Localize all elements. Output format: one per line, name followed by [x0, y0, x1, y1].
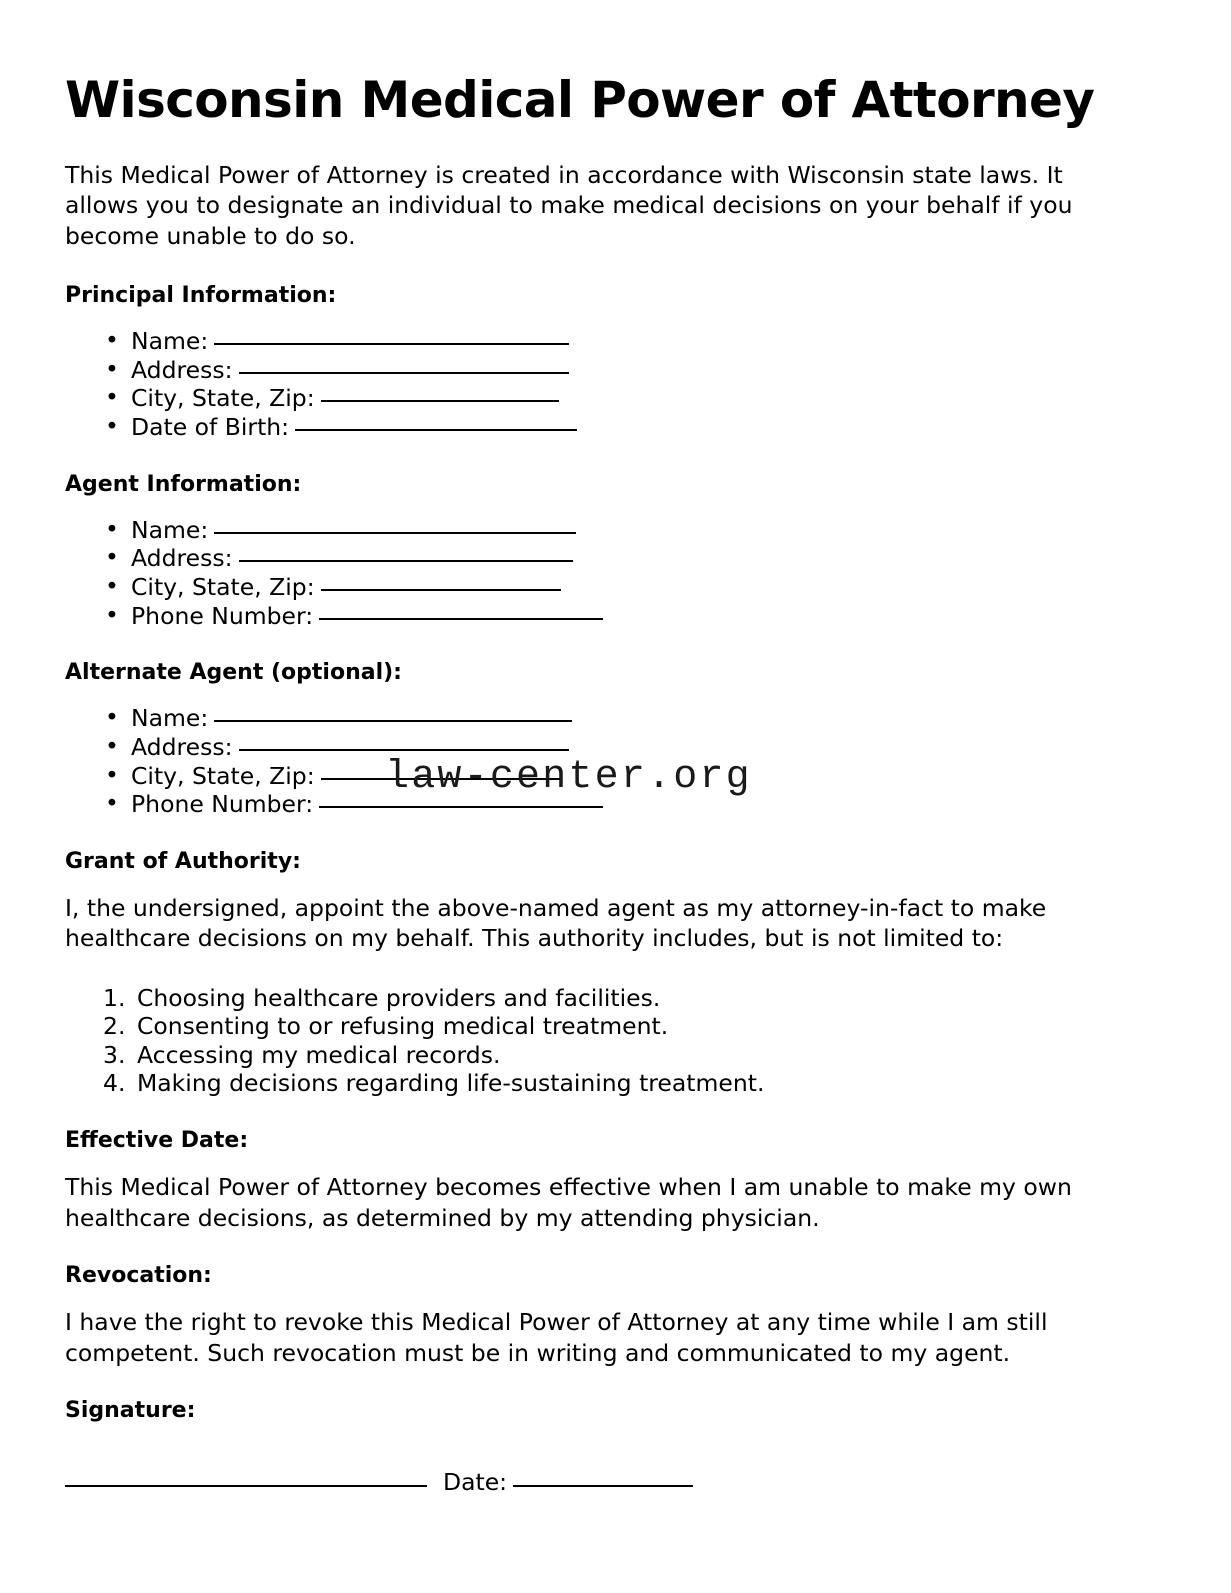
agent-information-fields	[65, 516, 1091, 630]
list-item: Making decisions regarding life-sustaining treatment.	[137, 1069, 765, 1098]
field-label: Phone Number:	[131, 601, 314, 630]
fill-in-rule[interactable]	[214, 343, 569, 345]
effective-date-heading: Effective Date:	[65, 1127, 249, 1153]
list-item: Choosing healthcare providers and facilities.	[137, 983, 661, 1012]
grant-of-authority-paragraph: I, the undersigned, appoint the above-named agent as my attorney-in-fact to make healthcare decisions on my behalf. This authority includes, but is not limited to:	[65, 894, 1047, 953]
field-label: Phone Number:	[131, 790, 314, 819]
intro-paragraph: This Medical Power of Attorney is created in accordance with Wisconsin state laws. It allows you to designate an individual to make medical decisions on your behalf if you become unable to do so.	[65, 161, 1073, 250]
list-item: Accessing my medical records.	[137, 1040, 501, 1069]
field-principal-name	[105, 327, 1091, 356]
grant-of-authority-heading: Grant of Authority:	[65, 848, 301, 874]
field-label: Name:	[131, 515, 209, 544]
field-label: Address:	[131, 544, 233, 573]
field-alternate-address	[105, 733, 1091, 762]
revocation-heading: Revocation:	[65, 1262, 212, 1288]
field-label: City, State, Zip:	[131, 384, 315, 413]
date-line[interactable]	[513, 1485, 693, 1487]
field-label: City, State, Zip:	[131, 573, 315, 601]
grant-of-authority-list	[65, 984, 1091, 1098]
fill-in-rule[interactable]	[214, 720, 572, 722]
field-agent-city-state-zip	[105, 573, 1091, 602]
field-label: Date of Birth:	[131, 412, 290, 441]
watermark: law-center.org	[385, 755, 752, 800]
principal-information-fields	[65, 327, 1091, 441]
field-alternate-phone-number	[105, 790, 1091, 819]
fill-in-rule[interactable]	[239, 372, 569, 374]
fill-in-rule[interactable]	[321, 778, 561, 780]
agent-information-heading: Agent Information:	[65, 471, 302, 497]
field-alternate-name	[105, 704, 1091, 733]
field-principal-city-state-zip	[105, 384, 1091, 413]
field-label: Address:	[131, 733, 233, 762]
fill-in-rule[interactable]	[319, 806, 603, 808]
page-title: Wisconsin Medical Power of Attorney	[65, 71, 1095, 129]
list-item: Consenting to or refusing medical treatment.	[137, 1012, 669, 1041]
fill-in-rule[interactable]	[321, 589, 561, 591]
fill-in-rule[interactable]	[239, 560, 573, 562]
field-agent-phone-number	[105, 602, 1091, 631]
principal-information-heading: Principal Information:	[65, 282, 337, 308]
field-principal-address	[105, 356, 1091, 385]
field-label: Name:	[131, 704, 209, 733]
field-label: City, State, Zip:	[131, 761, 315, 790]
fill-in-rule[interactable]	[319, 618, 603, 620]
date-label: Date:	[443, 1468, 508, 1497]
field-principal-date-of-birth	[105, 413, 1091, 442]
alternate-agent-fields	[65, 704, 1091, 818]
fill-in-rule[interactable]	[321, 400, 559, 402]
field-agent-name	[105, 516, 1091, 545]
alternate-agent-heading: Alternate Agent (optional):	[65, 660, 402, 686]
field-label: Name:	[131, 327, 209, 356]
fill-in-rule[interactable]	[214, 532, 576, 534]
fill-in-rule[interactable]	[295, 429, 577, 431]
field-agent-address	[105, 544, 1091, 573]
fill-in-rule[interactable]	[239, 749, 569, 751]
signature-heading: Signature:	[65, 1397, 196, 1423]
field-alternate-city-state-zip	[105, 762, 1091, 791]
field-label: Address:	[131, 355, 233, 384]
signature-line[interactable]	[65, 1485, 427, 1487]
effective-date-paragraph: This Medical Power of Attorney becomes effective when I am unable to make my own healthcare decisions, as determined by my attending physician.	[65, 1173, 1072, 1232]
signature-row	[65, 1468, 1091, 1496]
revocation-paragraph: I have the right to revoke this Medical Power of Attorney at any time while I am still competent. Such revocation must be in writing and communicated to my agent.	[65, 1308, 1048, 1367]
